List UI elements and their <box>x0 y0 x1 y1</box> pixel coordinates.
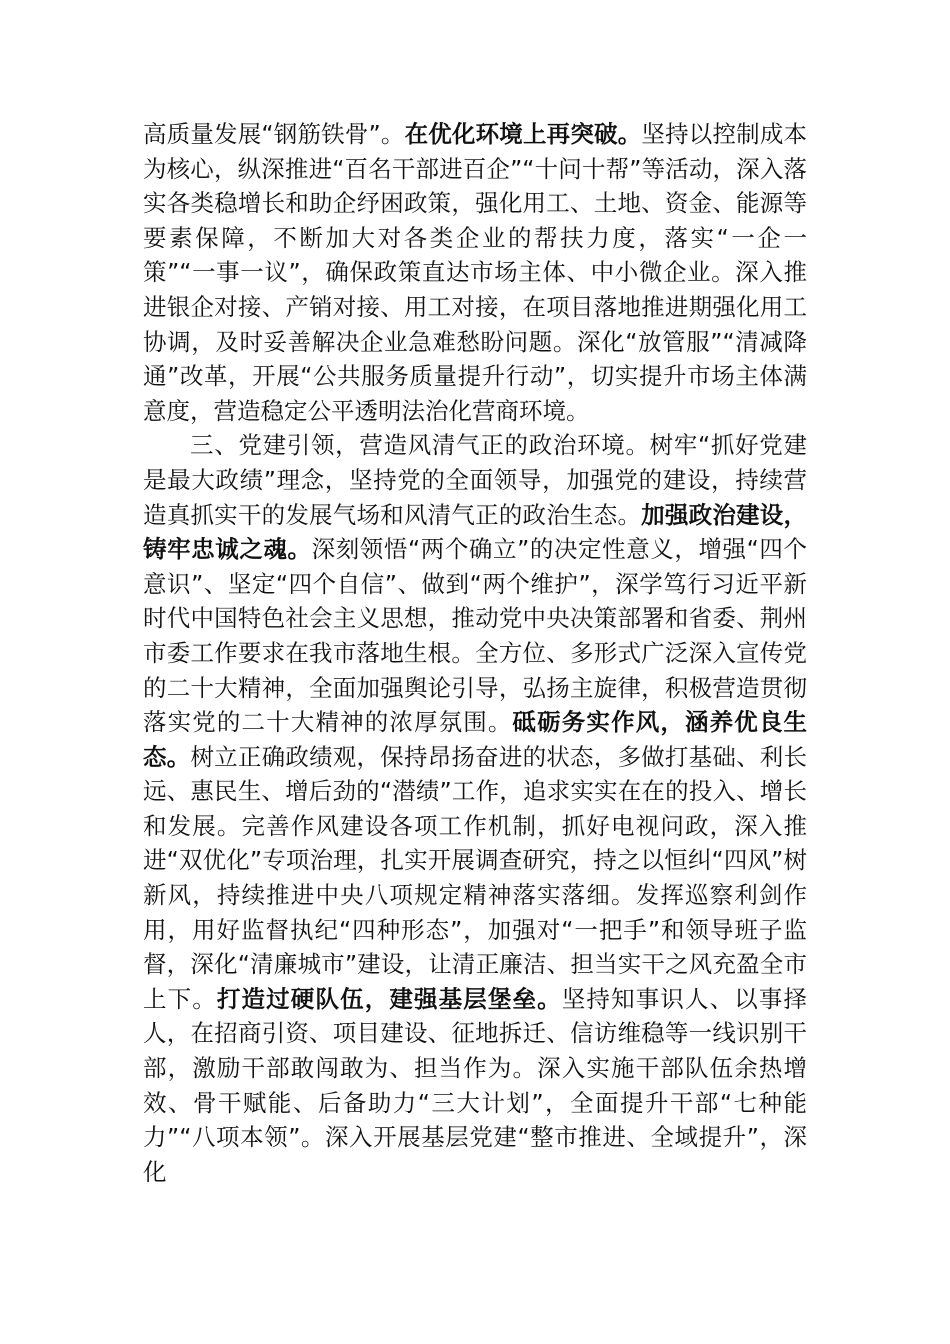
text-run: 树立正确政绩观，保持昂扬奋进的状态，多做打基础、利长远、惠民生、增后劲的“潜绩”工作，追求实实在在的投入、增长和发展。完善作风建设各项工作机制，抓好电视问政，深入推进“双优化”专项治理，扎实开展调查研究，持之以恒纠“四风”树新风，持续推进中央八项规定精神落实落细。发挥巡察利剑作用，用好监督执纪“四种形态”，加强对“一把手”和领导班子监督，深化“清廉城市”建设，让清正廉洁、担当实干之风充盈全市上下。 <box>143 742 808 1013</box>
bold-heading-optimize-environment: 在优化环境上再突破。 <box>404 120 642 148</box>
text-run: 深刻领悟“两个确立”的决定性意义，增强“四个意识”、坚定“四个自信”、做到“两个维护”，深学笃行习近平新时代中国特色社会主义思想，推动党中央决策部署和省委、荆州市委工作要求在我市落地生根。全方位、多形式广泛深入宣传党的二十大精神，全面加强舆论引导，弘扬主旋律，积极营造贯彻落实党的二十大精神的浓厚氛围。 <box>143 535 807 737</box>
bold-heading-political-building: 加强政治建设，铸牢忠诚之魂。 <box>143 500 808 564</box>
paragraph-optimize-environment <box>143 117 807 428</box>
text-run: 坚持知事识人、以事择人，在招商引资、项目建设、征地拆迁、信访维稳等一线识别干部，激励干部敢闯敢为、担当作为。深入实施干部队伍余热增效、骨干赋能、后备助力“三大计划”，全面提升干部“七种能力”“八项本领”。深入开展基层党建“整市推进、全域提升”，深化 <box>143 984 808 1186</box>
text-run: 高质量发展“钢筋铁骨”。 <box>143 120 405 148</box>
bold-heading-team-building: 打造过硬队伍，建强基层堡垒。 <box>216 984 562 1013</box>
bold-heading-work-style: 砥砺务实作风，涵养优良生态。 <box>143 708 808 771</box>
section-heading-three: 三、党建引领，营造风清气正的政治环境。树牢“抓好党建是最大政绩”理念，坚持党的全面领导，加强党的建设，持续营造真抓实干的发展气场和风清气正的政治生态。 <box>143 431 807 529</box>
paragraph-party-building <box>143 428 807 1189</box>
document-body <box>143 117 807 1189</box>
text-run: 坚持以控制成本为核心，纵深推进“百名干部进百企”“十问十帮”等活动，深入落实各类稳增长和助企纾困政策，强化用工、土地、资金、能源等要素保障，不断加大对各类企业的帮扶力度，落实“一企一策”“一事一议”，确保政策直达市场主体、中小微企业。深入推进银企对接、产销对接、用工对接，在项目落地推进期强化用工协调，及时妥善解决企业急难愁盼问题。深化“放管服”“清减降通”改革，开展“公共服务质量提升行动”，切实提升市场主体满意度，营造稳定公平透明法治化营商环境。 <box>143 120 808 425</box>
